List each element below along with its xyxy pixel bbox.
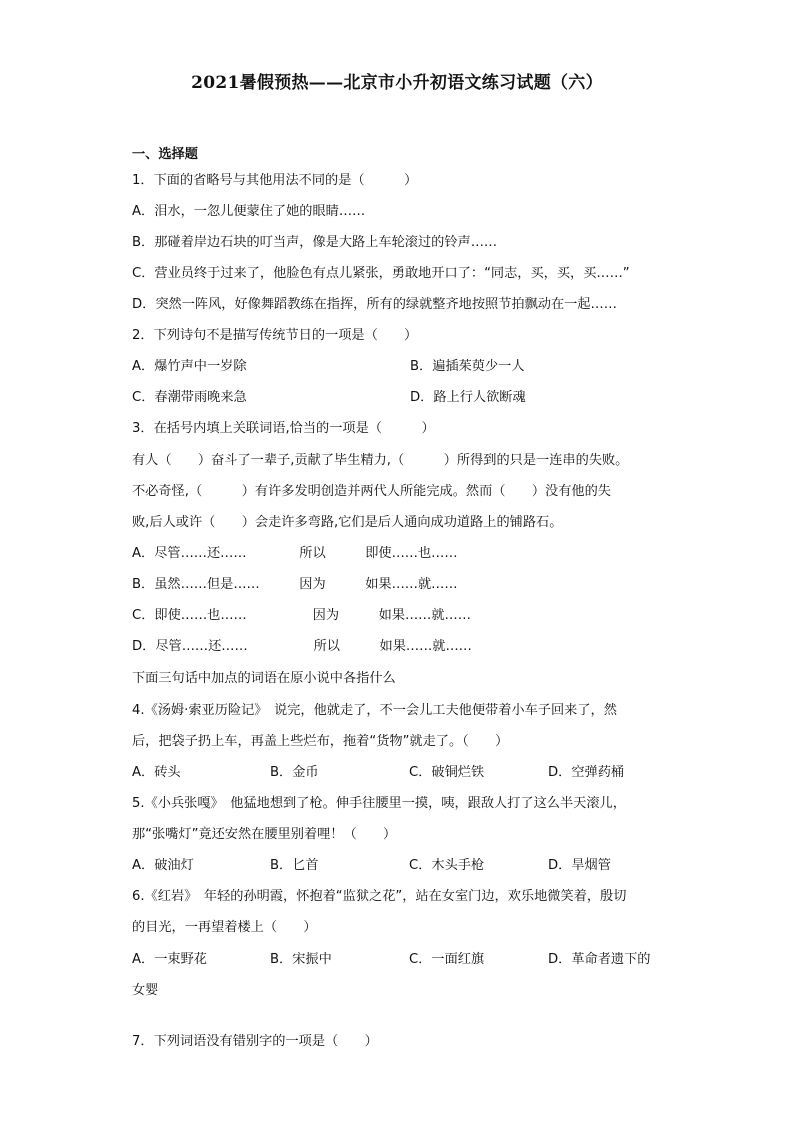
q4-stem-line-2: 后，把袋子扔上车，再盖上些烂布，拖着“货物”就走了。（ ） — [132, 734, 509, 749]
q3-passage-line-2: 不必奇怪,（ ）有许多发明创造并两代人所能完成。然而（ ）没有他的失 — [132, 484, 611, 499]
q6-stem-line-2: 的目光，一再望着楼上（ ） — [132, 920, 317, 935]
q2-option-a: A．爆竹声中一岁除 — [132, 359, 247, 374]
q6-option-d: D．革命者遗下的 — [548, 952, 651, 967]
q6-option-b: B．宋振中 — [270, 952, 332, 967]
q1-option-c: C．营业员终于过来了，他脸色有点儿紧张，勇敢地开口了：“同志，买，买，买……” — [132, 266, 630, 281]
q3-passage-line-3: 败,后人或许（ ）会走许多弯路,它们是后人通向成功道路上的铺路石。 — [132, 515, 563, 530]
q3-option-a: A．尽管……还…… 所以 即使……也…… — [132, 546, 458, 561]
q2-stem: 2．下列诗句不是描写传统节日的一项是（ ） — [132, 328, 418, 343]
q6-option-c: C．一面红旗 — [409, 952, 485, 967]
q5-option-a: A．破油灯 — [132, 858, 194, 873]
q5-option-b: B．匕首 — [270, 858, 319, 873]
q5-stem-line-1: 5.《小兵张嘎》 他猛地想到了枪。伸手往腰里一摸，咦，跟敌人打了这么半天滚儿， — [132, 796, 626, 811]
q1-option-a: A．泪水，一忽儿便蒙住了她的眼睛…… — [132, 204, 366, 219]
q3-option-b: B．虽然……但是…… 因为 如果……就…… — [132, 577, 458, 592]
q1-stem: 1．下面的省略号与其他用法不同的是（ ） — [132, 173, 418, 188]
q6-stem-line-1: 6.《红岩》 年轻的孙明霞，怀抱着“监狱之花”，站在女室门边，欢乐地微笑着，殷切 — [132, 889, 627, 904]
q7-stem: 7．下列词语没有错别字的一项是（ ） — [132, 1034, 378, 1049]
q2-option-c: C．春潮带雨晚来急 — [132, 390, 247, 405]
q5-option-c: C．木头手枪 — [409, 858, 485, 873]
q6-option-d-continued: 女婴 — [132, 983, 159, 998]
q4-option-a: A．砖头 — [132, 765, 181, 780]
q3-passage-line-1: 有人（ ）奋斗了一辈子,贡献了毕生精力,（ ）所得到的只是一连串的失败。 — [132, 453, 629, 468]
q4-option-c: C．破铜烂铁 — [409, 765, 485, 780]
q6-option-a: A．一束野花 — [132, 952, 207, 967]
q3-option-d: D．尽管……还…… 所以 如果……就…… — [132, 639, 472, 654]
document-title: 2021暑假预热——北京市小升初语文练习试题（六） — [191, 73, 603, 93]
q5-option-d: D．旱烟管 — [548, 858, 611, 873]
q2-option-d: D．路上行人欲断魂 — [410, 390, 526, 405]
q1-option-d: D．突然一阵风，好像舞蹈教练在指挥，所有的绿就整齐地按照节拍飘动在一起…… — [132, 297, 617, 312]
q4-option-b: B．金币 — [270, 765, 319, 780]
q5-stem-line-2: 那“张嘴灯”竟还安然在腰里别着哩！（ ） — [132, 827, 397, 842]
q3-stem: 3．在括号内填上关联词语,恰当的一项是（ ） — [132, 421, 435, 436]
q4-option-d: D．空弹药桶 — [548, 765, 625, 780]
section-intro: 下面三句话中加点的词语在原小说中各指什么 — [132, 671, 396, 686]
q3-option-c: C．即使……也…… 因为 如果……就…… — [132, 608, 471, 623]
section-heading: 一、选择题 — [132, 147, 198, 162]
q2-option-b: B．遍插茱萸少一人 — [410, 359, 525, 374]
q4-stem-line-1: 4.《汤姆·索亚历险记》 说完，他就走了，不一会儿工夫他便带着小车子回来了，然 — [132, 703, 617, 718]
q1-option-b: B．那碰着岸边石块的叮当声，像是大路上车轮滚过的铃声…… — [132, 235, 498, 250]
